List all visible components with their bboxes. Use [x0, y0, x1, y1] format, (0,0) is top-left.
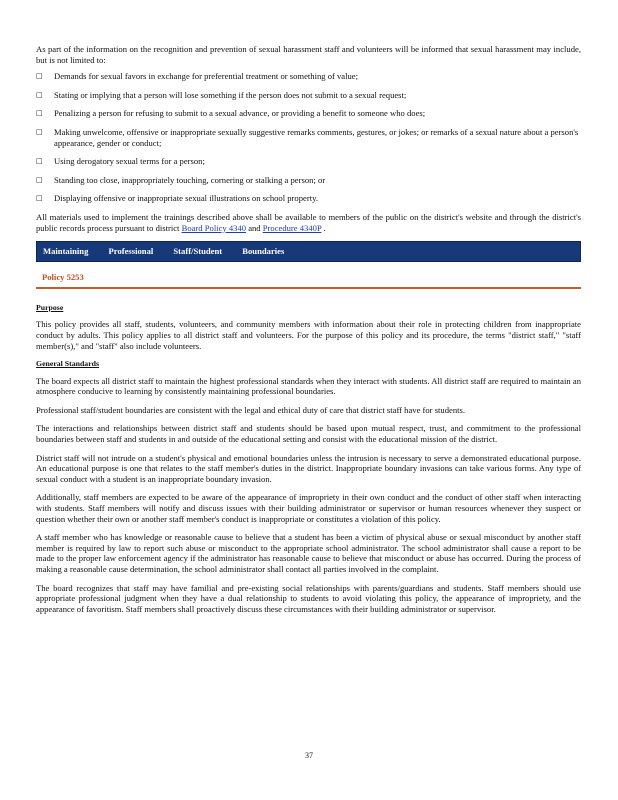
list-item: □ Displaying offensive or inappropriate sexual illustrations on school property.	[36, 193, 318, 204]
intro-paragraph: As part of the information on the recognition and prevention of sexual harassment staff and volunteers will be informed that sexual harassment may include, but is not limited to:	[36, 44, 581, 65]
body-paragraph: Additionally, staff members are expected to be aware of the appearance of impropriety in their own conduct and the conduct of other staff when interacting with students. Staff members will notify and discuss issues with their building administrator or supervisor or human resources whenever they suspect or question whether their own or another staff member's conduct is inappropriate or constitutes a violation of this policy.	[36, 492, 581, 524]
harassment-examples-list	[36, 71, 581, 204]
body-paragraph: The board recognizes that staff may have familial and pre-existing social relationships with parents/guardians and students. Staff members should use appropriate professional judgment when they have a dual relationship to students to avoid violating this policy, the appearance of impropriety, and the appearance of favoritism. Staff members shall proactively discuss these circumstances with their building administrator or supervisor.	[36, 582, 581, 614]
materials-paragraph: All materials used to implement the trainings described above shall be available to members of the public on the district's website and through the district's public records process pursuant to district Board Policy 4340 and Procedure 4340P .	[36, 211, 581, 233]
general-standards-heading: General Standards	[36, 359, 100, 369]
body-paragraph: District staff will not intrude on a student's physical and emotional boundaries unless the intrusion is necessary to serve a demonstrated educational purpose. An educational purpose is one that relates to the staff member's duties in the district. Inappropriate boundary invasions can take various forms. Any type of sexual conduct with a student is an inappropriate boundary invasion.	[36, 452, 581, 484]
procedure-link[interactable]: Procedure 4340P	[262, 222, 322, 233]
page-number: 37	[305, 751, 313, 760]
body-paragraph: Professional staff/student boundaries are consistent with the legal and ethical duty of care that district staff have for students.	[36, 404, 466, 415]
document-page	[36, 44, 581, 622]
square-bullet-icon: □	[36, 90, 43, 99]
square-bullet-icon: □	[36, 157, 43, 166]
banner-word: Professional	[108, 246, 154, 257]
board-policy-link[interactable]: Board Policy 4340	[181, 222, 247, 233]
square-bullet-icon: □	[36, 175, 43, 184]
list-item: □ Standing too close, inappropriately touching, cornering or stalking a person; or	[36, 174, 326, 185]
square-bullet-icon: □	[36, 109, 43, 118]
purpose-paragraph: This policy provides all staff, students, volunteers, and community members with information about their role in protecting children from inappropriate conduct by adults. This policy applies to all district staff and volunteers. For the purpose of this policy and its procedure, the terms "district staff," "staff member(s)," and "staff" also include volunteers.	[36, 319, 581, 351]
list-item: □ Using derogatory sexual terms for a person;	[36, 156, 205, 167]
list-item: □ Demands for sexual favors in exchange for preferential treatment or something of value;	[36, 71, 359, 82]
list-item: □ Penalizing a person for refusing to submit to a sexual advance, or providing a benefit to someone who does;	[36, 108, 426, 119]
banner-word: Maintaining	[43, 246, 89, 257]
purpose-heading: Purpose	[36, 302, 64, 312]
square-bullet-icon: □	[36, 127, 43, 136]
policy-title-banner	[36, 241, 581, 262]
square-bullet-icon: □	[36, 194, 43, 203]
body-paragraph: A staff member who has knowledge or reasonable cause to believe that a student has been a victim of physical abuse or sexual misconduct by another staff member is required by law to report such abuse or misconduct to the appropriate school administrator. The school administrator shall cause a report to be made to the proper law enforcement agency if the administrator has reasonable cause to believe that misconduct or abuse has occurred. During the process of making a reasonable cause determination, the school administrator shall contact all parties involved in the complaint.	[36, 532, 581, 574]
list-item: □ Stating or implying that a person will lose something if the person does not submit to a sexual request;	[36, 89, 407, 100]
square-bullet-icon: □	[36, 72, 43, 81]
body-paragraph: The board expects all district staff to maintain the highest professional standards when they interact with students. All district staff are required to maintain an atmosphere conducive to learning by consistently maintaining professional boundaries.	[36, 375, 581, 397]
banner-word: Boundaries	[242, 246, 285, 257]
body-paragraph: The interactions and relationships between district staff and students should be based upon mutual respect, trust, and commitment to the professional boundaries between staff and students in and outside of the educational setting and consist with the educational mission of the district.	[36, 423, 581, 445]
banner-word: Staff/Student	[173, 246, 223, 257]
policy-number: Policy 5253	[36, 262, 581, 289]
list-item: □ Making unwelcome, offensive or inappropriate sexually suggestive remarks comments, gestures, or jokes; or remarks of a sexual nature about a person's appearance, gender or conduct;	[36, 126, 579, 148]
